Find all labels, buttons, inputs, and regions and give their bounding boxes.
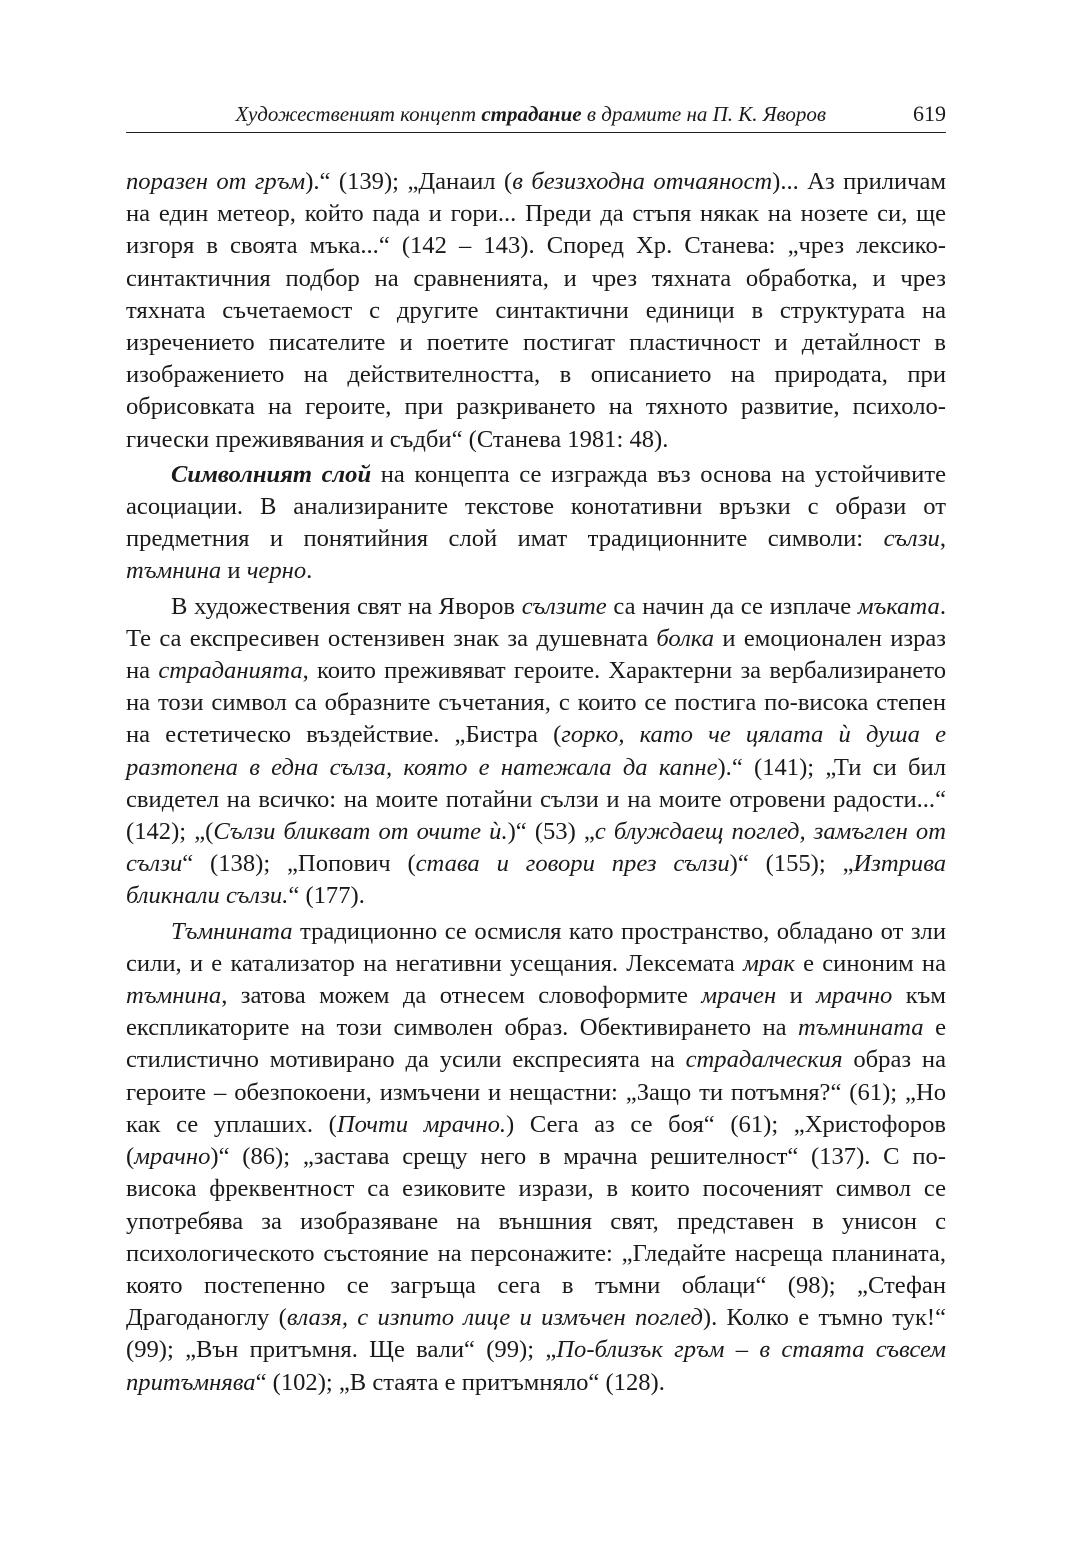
running-title-end: в драмите на П. К. Яворов [581,102,826,126]
emphasis-text: страданията [158,657,303,685]
running-title [236,102,826,127]
emphasis-text: тъмнината [798,1014,924,1042]
text-run: ).“ (139); „Данаил ( [305,168,513,195]
text-run: и емоционален израз на [126,624,947,685]
text-run: )... Аз приличам на един метеор, който пада и гори... Преди да стъпя някак на нозете си, ще изгоря в своята мъка...“ (142 – 143). Според Хр. Станева: „чрез лексикосинтактичния подбор на сравненията, и чрез тяхната обработка, и чрез тяхната съчетаемост с другите синтактични единици в структурата на изречението писателите и поетите постигат пластичност и детайлност в изображението на действителността, в описанието на природата, при обрисовката на героите, при разкриването на тяхното развитие, психологически преживявания и съдби“ (Станева 1981: 48). [126,168,947,453]
emphasis-text: мъката [857,592,940,620]
emphasis-text: черно [246,557,307,585]
text-run: е стилистично мотивирано да усили експресията на [126,1014,946,1074]
text-run: )“ (86); „застава срещу него в мрачна решителност“ (137). С по-висока фреквентност са езиковите изрази, в които посоченият символ се употребява за изобразяване на външния свят, представен в унисон с психологическото състояние на персонажите: „Гледайте насреща планината, която постепенно се загръща сега в тъмни облаци“ (98); „Стефан Драгоданоглу ( [126,1143,946,1332]
emphasis-text: Почти мрачно. [336,1110,507,1138]
text-run: към експликаторите на този символен образ. Обективирането на [126,982,946,1042]
emphasis-text: Сълзи бликват от очите ѝ. [213,818,508,846]
emphasis-text: горко, като че цялата ѝ душа е разтопена в една сълза, която е натежала да капне [126,721,946,781]
text-run: В художествения свят на Яворов [171,592,522,620]
page-number: 619 [913,101,946,126]
emphasis-text: мрак [743,949,795,977]
text-run: ). Колко е тъмно тук!“ (99); „Вън притъмня. Ще вали“ (99); „ [126,1304,947,1364]
text-run: традиционно се осмисля като пространство, обладано от зли сили, и е катализатор на негативни усещания. Лексемата [126,917,946,977]
body-text [126,166,946,1399]
text-run: . [306,557,313,585]
text-run: “ (102); „В стаята е притъмняло“ (128). [255,1368,665,1396]
emphasis-text: страдалческия [685,1046,843,1074]
text-run: на концепта се изгражда въз основа на устойчивите асоциации. В анализираните текстове конотативни връзки с образи от предметния и понятийния слой имат традиционните символи: [126,460,946,553]
paragraph [126,916,946,1399]
text-run: са начин да се изплаче [606,592,858,620]
emphasis-text: тъмнина [126,557,222,585]
emphasis-text: мрачно [134,1143,211,1171]
emphasis-text: болка [656,624,715,652]
text-run: . Те са експресивен остензивен знак за душевната [126,592,946,652]
emphasis-text: в безизходна отчаяност [512,168,773,195]
text-run: ) Сега аз се боя“ (61); „Христофоров ( [126,1110,946,1171]
text-run: и [221,557,247,585]
running-title-start: Художественият концепт [235,102,482,126]
paragraph [126,591,946,913]
emphasis-text: с блуждаещ поглед, замъглен от сълзи [126,818,946,878]
running-header [126,96,946,133]
paragraph [126,459,946,588]
text-run: )“ (155); „ [729,850,854,878]
text-run: е синоним на [794,949,946,977]
emphasis-text: влазя, с изпито лице и измъчен поглед [286,1304,703,1332]
text-run: образ на героите – обезпокоени, измъчени и нещастни: „Защо ти потъмня?“ (61); „Но как се уплаших. ( [126,1046,946,1138]
text-run: , [939,525,946,553]
text-run: “ (177). [288,882,365,910]
text-run: , които преживяват героите. Характерни за вербализирането на този символ са образните съчетания, с които се постига по-висока степен на естетическо въздействие. „Бистра ( [126,657,946,749]
emphasis-text: мрачно [816,982,893,1010]
emphasis-text: поразен от гръм [126,168,306,195]
emphasis-text: мрачен [701,982,777,1010]
emphasis-text: сълзи [883,525,940,553]
book-page [126,96,946,1399]
text-run: “ (138); „Попович ( [182,850,416,878]
paragraph [126,166,946,456]
text-run: , затова можем да отнесем словоформите [221,982,702,1010]
emphasis-text: Символният слой [171,460,372,488]
text-run: )“ (53) „ [507,818,595,846]
emphasis-text: Тъмнината [171,917,293,945]
emphasis-text: Изтрива бликнали сълзи. [126,850,946,910]
emphasis-text: По-близък гръм – в стаята съвсем притъмнява [126,1336,946,1396]
emphasis-text: сълзите [521,592,607,620]
text-run: и [776,982,817,1010]
running-title-keyword: страдание [481,102,582,126]
emphasis-text: тъмнина [126,982,222,1010]
text-run: ).“ (141); „Ти си бил свидетел на всичко: на моите потайни сълзи и на моите отровени радости...“ (142); „( [126,753,946,846]
emphasis-text: става и говори през сълзи [415,850,730,878]
